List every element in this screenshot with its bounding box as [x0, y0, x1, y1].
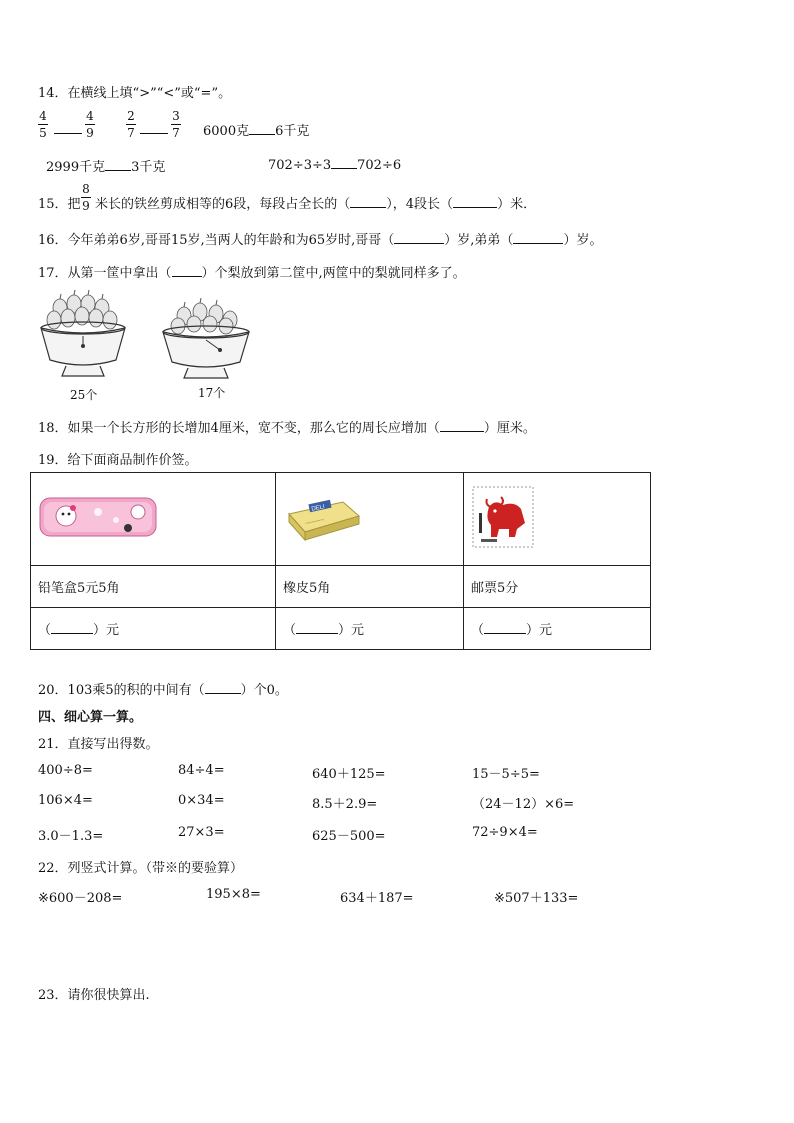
frac-denominator: 9: [86, 126, 94, 140]
frac-numerator: 2: [127, 109, 135, 123]
q14-frac-c: [126, 109, 136, 140]
q21-expression: 8.5＋2.9=: [312, 797, 378, 812]
q23-title: 23．请你很快算出.: [38, 988, 150, 1003]
q21-expression: 27×3=: [178, 825, 225, 840]
frac-numerator: 3: [172, 109, 180, 123]
price-open: （: [471, 623, 485, 638]
price-open: （: [283, 623, 297, 638]
eraser-brand: DELI: [310, 504, 326, 513]
q20-part1: 20．103乘5的积的中间有（: [38, 683, 205, 698]
q14-blank-5[interactable]: [331, 156, 357, 169]
price-blank-stamp[interactable]: [484, 621, 526, 634]
price-blank-pencil-box[interactable]: [51, 621, 93, 634]
frac-bar: [81, 197, 91, 198]
q15-suffix: ）米．: [497, 197, 537, 212]
q21-expression: 3.0－1.3=: [38, 829, 104, 844]
basket-1-label: 25个: [70, 388, 98, 402]
q15-prefix: 15．把: [38, 197, 81, 212]
price-cell-stamp: [464, 608, 651, 650]
price-cell-eraser: [276, 608, 464, 650]
q20-text: [38, 679, 288, 698]
price-close: ）元: [93, 623, 120, 638]
q21-expression: 0×34=: [178, 793, 225, 808]
frac-numerator: 8: [82, 182, 90, 196]
q20-part2: ）个0。: [240, 683, 288, 698]
frac-denominator: 7: [172, 126, 180, 140]
stamp-cell: [464, 473, 651, 566]
q14-blank-1[interactable]: [54, 121, 82, 134]
q16-part3: ）岁。: [563, 233, 603, 248]
frac-numerator: 4: [86, 109, 94, 123]
q18-part1: 18．如果一个长方形的长增加4厘米，宽不变，那么它的周长应增加（: [38, 421, 440, 436]
frac-bar: [171, 124, 181, 125]
q16-blank-1[interactable]: [394, 231, 444, 244]
q14-item5-right: 702÷6: [357, 158, 402, 173]
q14-item5-left: 702÷3÷3: [268, 158, 332, 173]
item-name-pencil-box: 铅笔盒5元5角: [31, 566, 276, 608]
price-close: ）元: [526, 623, 553, 638]
q16-part1: 16．今年弟弟6岁,哥哥15岁,当两人的年龄和为65岁时,哥哥（: [38, 233, 395, 248]
eraser-cell: [276, 473, 464, 566]
q14-item4-right: 3千克: [131, 160, 166, 175]
q21-expression: 84÷4=: [178, 763, 225, 778]
price-tag-table: [30, 472, 651, 650]
q21-expression: 625－500=: [312, 829, 386, 844]
item-name-stamp: 邮票5分: [464, 566, 651, 608]
q15-mid2: ），4段长（: [386, 197, 454, 212]
stamp-image: [471, 485, 535, 549]
q22-item-1: ※600－208=: [38, 891, 123, 906]
q18-part2: ）厘米。: [483, 421, 536, 436]
q15-middle: 米长的铁丝剪成相等的6段，每段占全长的（: [95, 197, 351, 212]
pencil-box-image: [38, 492, 158, 542]
price-cell-pencil-box: [31, 608, 276, 650]
basket-2-label: 17个: [198, 386, 226, 400]
name-row: [31, 566, 651, 608]
q14-item3: [203, 120, 309, 139]
q15-text: [95, 193, 536, 212]
eraser-image: [283, 492, 363, 542]
q14-item5: [268, 156, 401, 173]
price-close: ）元: [338, 623, 365, 638]
q21-expression: 640＋125=: [312, 767, 386, 782]
q17-blank[interactable]: [172, 264, 202, 277]
q14-frac-a: [38, 109, 48, 140]
pear-basket-2-image: [160, 298, 252, 384]
q20-blank[interactable]: [205, 681, 241, 694]
q15-frac: [81, 182, 91, 213]
frac-denominator: 9: [82, 199, 90, 213]
q14-item4: [46, 156, 165, 175]
q19-title: 19．给下面商品制作价签。: [38, 453, 198, 468]
pencil-box-cell: [31, 473, 276, 566]
frac-bar: [126, 124, 136, 125]
q15-blank-1[interactable]: [350, 195, 386, 208]
q14-blank-4[interactable]: [105, 158, 131, 171]
q14-frac-d: [171, 109, 181, 140]
svg-text:~~~~~: ~~~~~: [304, 515, 325, 528]
q14-item4-left: 2999千克: [46, 160, 106, 175]
q16-part2: ）岁,弟弟（: [444, 233, 514, 248]
q21-title: 21．直接写出得数。: [38, 737, 159, 752]
q21-expression: （24－12）×6=: [472, 797, 575, 812]
q21-expression: 15－5÷5=: [472, 767, 540, 782]
pear-basket-1-image: [38, 288, 128, 384]
q17-text: [38, 262, 466, 281]
frac-bar: [38, 124, 48, 125]
frac-denominator: 5: [39, 126, 47, 140]
frac-bar: [85, 124, 95, 125]
q17-part2: ）个梨放到第二筐中,两筐中的梨就同样多了。: [201, 266, 466, 281]
q22-title: 22．列竖式计算。（带※的要验算）: [38, 861, 244, 876]
q15-blank-2[interactable]: [453, 195, 497, 208]
q21-expression: 72÷9×4=: [472, 825, 538, 840]
q21-expression: 106×4=: [38, 793, 93, 808]
q14-item3-left: 6000克: [203, 124, 250, 139]
q14-frac-b: [85, 109, 95, 140]
q18-text: [38, 417, 536, 436]
image-row: [31, 473, 651, 566]
price-open: （: [38, 623, 52, 638]
q16-text: [38, 229, 602, 248]
q16-blank-2[interactable]: [513, 231, 563, 244]
q14-blank-3[interactable]: [249, 122, 275, 135]
section-4-heading: 四、细心算一算。: [38, 710, 143, 725]
q18-blank[interactable]: [440, 419, 484, 432]
q14-title: 14．在横线上填“>”“<”或“=”。: [38, 86, 232, 101]
item-name-eraser: 橡皮5角: [276, 566, 464, 608]
q14-blank-2[interactable]: [140, 121, 168, 134]
q22-item-3: 634＋187=: [340, 891, 414, 906]
q22-item-2: 195×8=: [206, 887, 261, 902]
q22-item-4: ※507＋133=: [494, 891, 579, 906]
q17-part1: 17．从第一筐中拿出（: [38, 266, 172, 281]
q14-item3-right: 6千克: [275, 124, 310, 139]
frac-denominator: 7: [127, 126, 135, 140]
price-row: [31, 608, 651, 650]
q21-expression: 400÷8=: [38, 763, 93, 778]
frac-numerator: 4: [39, 109, 47, 123]
price-blank-eraser[interactable]: [296, 621, 338, 634]
